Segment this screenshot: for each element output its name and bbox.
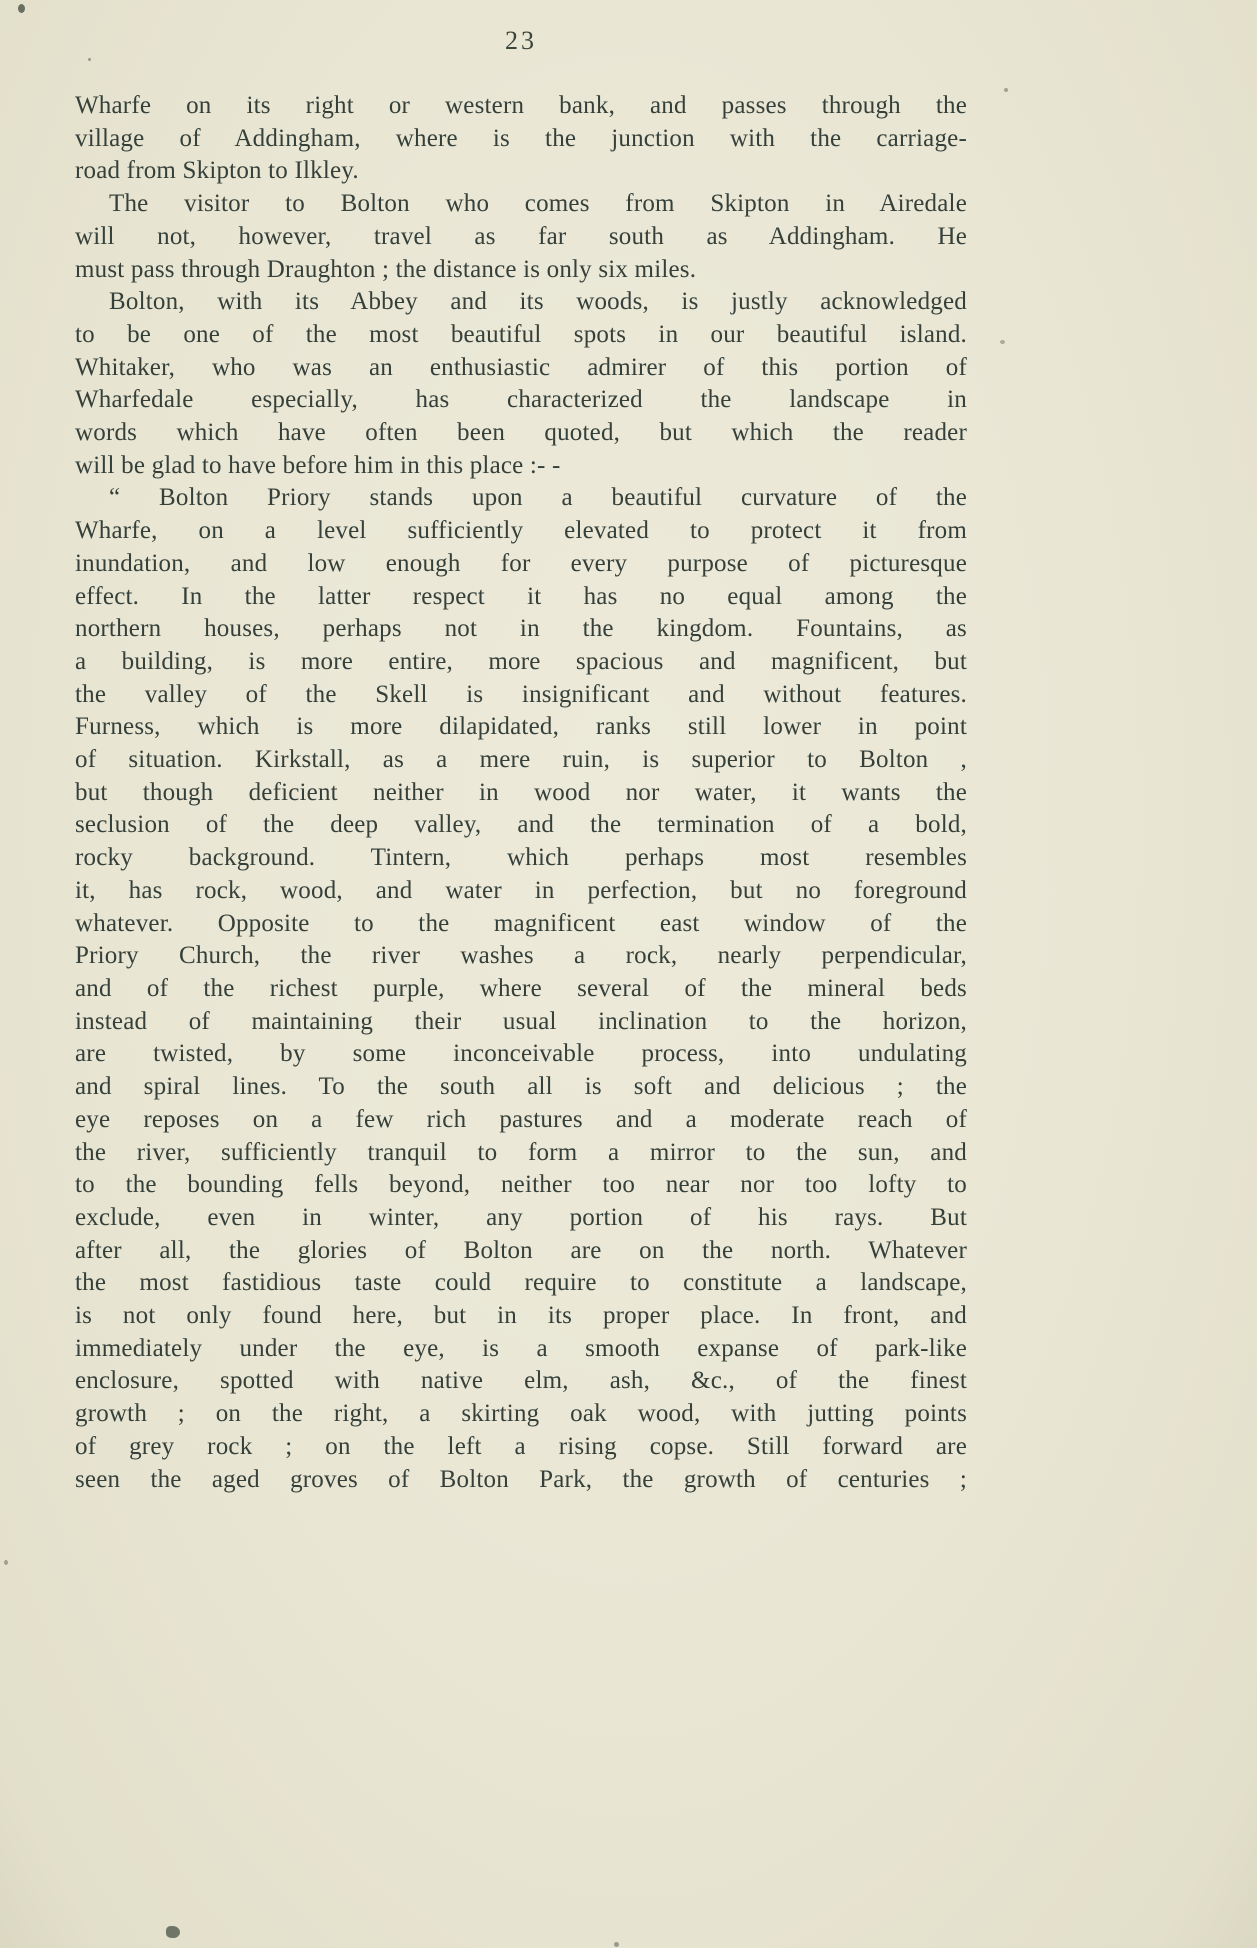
text-line: “ Bolton Priory stands upon a beautiful curvature of the bbox=[109, 484, 967, 512]
text-line: Wharfe on its right or western bank, and passes through the bbox=[75, 92, 967, 119]
text-line: village of Addingham, where is the junction with the carriage- bbox=[75, 124, 967, 152]
scan-speck bbox=[1004, 88, 1008, 92]
text-line: are twisted, by some inconceivable process, into undulating bbox=[75, 1040, 967, 1068]
text-line: seclusion of the deep valley, and the termination of a bold, bbox=[75, 811, 967, 839]
scan-speck bbox=[18, 4, 25, 13]
text-line: but though deficient neither in wood nor water, it wants the bbox=[75, 778, 967, 806]
text-line: to the bounding fells beyond, neither too near nor too lofty to bbox=[75, 1171, 967, 1199]
text-line: after all, the glories of Bolton are on the north. Whatever bbox=[75, 1236, 967, 1264]
text-line: is not only found here, but in its proper place. In front, and bbox=[75, 1302, 967, 1330]
text-line: Furness, which is more dilapidated, ranks still lower in point bbox=[75, 713, 967, 741]
text-line: will be glad to have before him in this place :- - bbox=[75, 451, 561, 479]
text-line: immediately under the eye, is a smooth expanse of park-like bbox=[75, 1334, 967, 1362]
text-line: Bolton, with its Abbey and its woods, is justly acknowledged bbox=[109, 288, 967, 316]
scan-speck bbox=[88, 58, 91, 61]
text-line: the most fastidious taste could require to constitute a landscape, bbox=[75, 1269, 967, 1297]
text-line: whatever. Opposite to the magnificent east window of the bbox=[75, 909, 967, 937]
text-line: Priory Church, the river washes a rock, nearly perpendicular, bbox=[75, 942, 967, 970]
scan-speck bbox=[614, 1942, 619, 1947]
text-line: enclosure, spotted with native elm, ash, &c., of the finest bbox=[75, 1367, 967, 1395]
scan-speck bbox=[4, 1560, 8, 1565]
text-line: of situation. Kirkstall, as a mere ruin, is superior to Bolton , bbox=[75, 746, 967, 774]
text-line: must pass through Draughton ; the distance is only six miles. bbox=[75, 255, 697, 283]
scan-speck bbox=[1000, 340, 1005, 344]
text-line: Whitaker, who was an enthusiastic admirer of this portion of bbox=[75, 353, 967, 381]
text-line: road from Skipton to Ilkley. bbox=[75, 157, 359, 185]
text-block bbox=[75, 90, 967, 1496]
text-line: and of the richest purple, where several of the mineral beds bbox=[75, 974, 967, 1002]
text-line: eye reposes on a few rich pastures and a moderate reach of bbox=[75, 1105, 967, 1133]
text-line: instead of maintaining their usual inclination to the horizon, bbox=[75, 1007, 967, 1035]
text-line: the valley of the Skell is insignificant and without features. bbox=[75, 680, 967, 708]
paragraph bbox=[75, 90, 967, 188]
text-line: a building, is more entire, more spacious and magnificent, but bbox=[75, 647, 967, 675]
text-line: to be one of the most beautiful spots in our beautiful island. bbox=[75, 320, 967, 348]
text-line: effect. In the latter respect it has no equal among the bbox=[75, 582, 967, 610]
text-line: exclude, even in winter, any portion of his rays. But bbox=[75, 1203, 967, 1231]
text-line: the river, sufficiently tranquil to form a mirror to the sun, and bbox=[75, 1138, 967, 1166]
page-number: 23 bbox=[505, 26, 537, 55]
text-line: it, has rock, wood, and water in perfection, but no foreground bbox=[75, 876, 967, 904]
text-line: words which have often been quoted, but which the reader bbox=[75, 419, 967, 447]
text-line: seen the aged groves of Bolton Park, the growth of centuries ; bbox=[75, 1465, 967, 1493]
text-line: The visitor to Bolton who comes from Skipton in Airedale bbox=[109, 190, 967, 218]
text-line: growth ; on the right, a skirting oak wood, with jutting points bbox=[75, 1400, 967, 1428]
text-line: will not, however, travel as far south as Addingham. He bbox=[75, 222, 967, 250]
text-line: and spiral lines. To the south all is soft and delicious ; the bbox=[75, 1073, 967, 1101]
text-line: rocky background. Tintern, which perhaps most resembles bbox=[75, 844, 967, 872]
text-line: inundation, and low enough for every purpose of picturesque bbox=[75, 549, 967, 577]
text-line: northern houses, perhaps not in the kingdom. Fountains, as bbox=[75, 615, 967, 643]
scan-speck bbox=[166, 1926, 180, 1938]
paragraph bbox=[75, 188, 967, 286]
text-line: Wharfe, on a level sufficiently elevated to protect it from bbox=[75, 517, 967, 545]
paragraph bbox=[75, 286, 967, 482]
paragraph bbox=[75, 482, 967, 1496]
text-line: of grey rock ; on the left a rising copse. Still forward are bbox=[75, 1432, 967, 1460]
text-line: Wharfedale especially, has characterized the landscape in bbox=[75, 386, 967, 414]
